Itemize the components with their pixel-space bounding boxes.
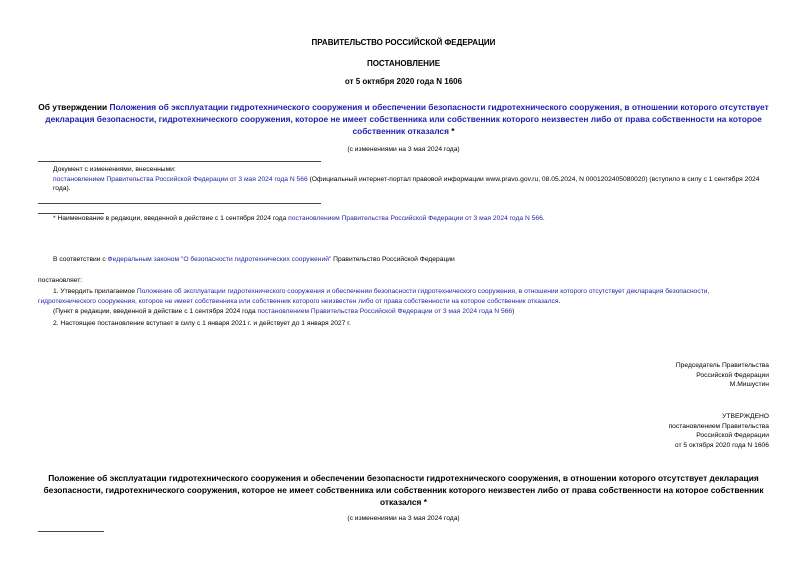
heading-prefix: Об утверждении bbox=[38, 102, 110, 112]
divider bbox=[38, 161, 321, 162]
amendment-note: (с изменениями на 3 мая 2024 года) bbox=[347, 146, 460, 153]
approval-line-3: Российской Федерации bbox=[696, 432, 769, 440]
document-date-number: от 5 октября 2020 года N 1606 bbox=[344, 77, 463, 86]
federal-law-link[interactable]: Федеральным законом "О безопасности гидротехнических сооружений" bbox=[107, 256, 332, 263]
changes-block bbox=[38, 165, 769, 194]
approval-line-2: постановлением Правительства bbox=[668, 422, 769, 430]
item1-suffix: . bbox=[558, 298, 561, 306]
approval-date-number: от 5 октября 2020 года N 1606 bbox=[674, 442, 769, 450]
document-heading bbox=[38, 101, 769, 138]
basis-suffix: Правительство Российской Федерации bbox=[331, 256, 455, 263]
changes-intro: Документ с изменениями, внесенными: bbox=[53, 166, 176, 173]
amending-decree-link[interactable]: постановлением Правительства Российской Федерации от 3 мая 2024 года N 566 bbox=[53, 175, 308, 183]
divider bbox=[38, 203, 321, 204]
item-1 bbox=[38, 287, 769, 307]
item1-prefix: 1. Утвердить прилагаемое bbox=[53, 288, 137, 295]
document-type: ПОСТАНОВЛЕНИЕ bbox=[366, 59, 441, 68]
item1-note-decree-link[interactable]: постановлением Правительства Российской Федерации от 3 мая 2024 года N 566 bbox=[257, 308, 513, 315]
item1-note-suffix: ) bbox=[512, 308, 515, 315]
regulation-heading: Положение об эксплуатации гидротехнического сооружения и обеспечении безопасности гидротехнического сооружения, в отношении которого отсутствует декларация безопасности, гидротехнического сооружения, которое не имеет собственника или собственник которого неизвестен либо от права собственности на которое собственник отказался * bbox=[43, 473, 764, 508]
item-1-note bbox=[53, 308, 769, 317]
approval-word: УТВЕРЖДЕНО bbox=[722, 413, 769, 420]
regulation-amendment-note: (с изменениями на 3 мая 2024 года) bbox=[347, 515, 460, 522]
item1-note-prefix: (Пункт в редакции, введенной в действие с 1 сентября 2024 года bbox=[53, 308, 258, 315]
decree-word: постановляет: bbox=[38, 277, 83, 284]
item-2: 2. Настоящее постановление вступает в силу с 1 января 2021 г. и действует до 1 января 2027 г. bbox=[53, 320, 351, 327]
regulation-link[interactable]: Положения об эксплуатации гидротехнического сооружения и обеспечении безопасности гидротехнического сооружения, в отношении которого отсутствует декларация безопасности, гидротехнического сооружения, которое не имеет собственника или собственник которого неизвестен либо от права собственности на которое собственник отказался bbox=[45, 102, 769, 137]
basis-prefix: В соответствии с bbox=[53, 256, 108, 263]
heading-suffix: * bbox=[448, 126, 455, 137]
signature-position: Председатель Правительства bbox=[675, 362, 769, 369]
footnote-prefix: * Наименование в редакции, введенной в действие с 1 сентября 2024 года bbox=[53, 215, 289, 222]
approval-block bbox=[569, 412, 769, 451]
changes-rest: (Официальный интернет-портал правовой информации www.pravo.gov.ru, 08.05.2024, N 0001202405080020) (вступило в силу с 1 сентября 2024 года). bbox=[53, 175, 760, 193]
government-title: ПРАВИТЕЛЬСТВО РОССИЙСКОЙ ФЕДЕРАЦИИ bbox=[311, 38, 496, 47]
signature-organization: Российской Федерации bbox=[696, 371, 769, 379]
footnote bbox=[53, 215, 769, 224]
footnote-divider bbox=[38, 531, 104, 532]
footnote-suffix: . bbox=[542, 215, 545, 222]
signature-block bbox=[569, 361, 769, 390]
item1-regulation-link[interactable]: Положение об эксплуатации гидротехнического сооружения и обеспечении безопасности гидротехнического сооружения, в отношении которого отсутствует декларация безопасности, гидротехнического сооружения, которое не имеет собственника или собственник которого неизвестен либо от права собственности на которое собственник отказался bbox=[38, 288, 710, 306]
footnote-decree-link[interactable]: постановлением Правительства Российской Федерации от 3 мая 2024 года N 566 bbox=[288, 215, 543, 222]
legal-basis bbox=[53, 256, 769, 265]
footnote-divider bbox=[38, 213, 104, 214]
signature-name: М.Мишустин bbox=[729, 381, 769, 389]
changes-text bbox=[38, 175, 769, 194]
